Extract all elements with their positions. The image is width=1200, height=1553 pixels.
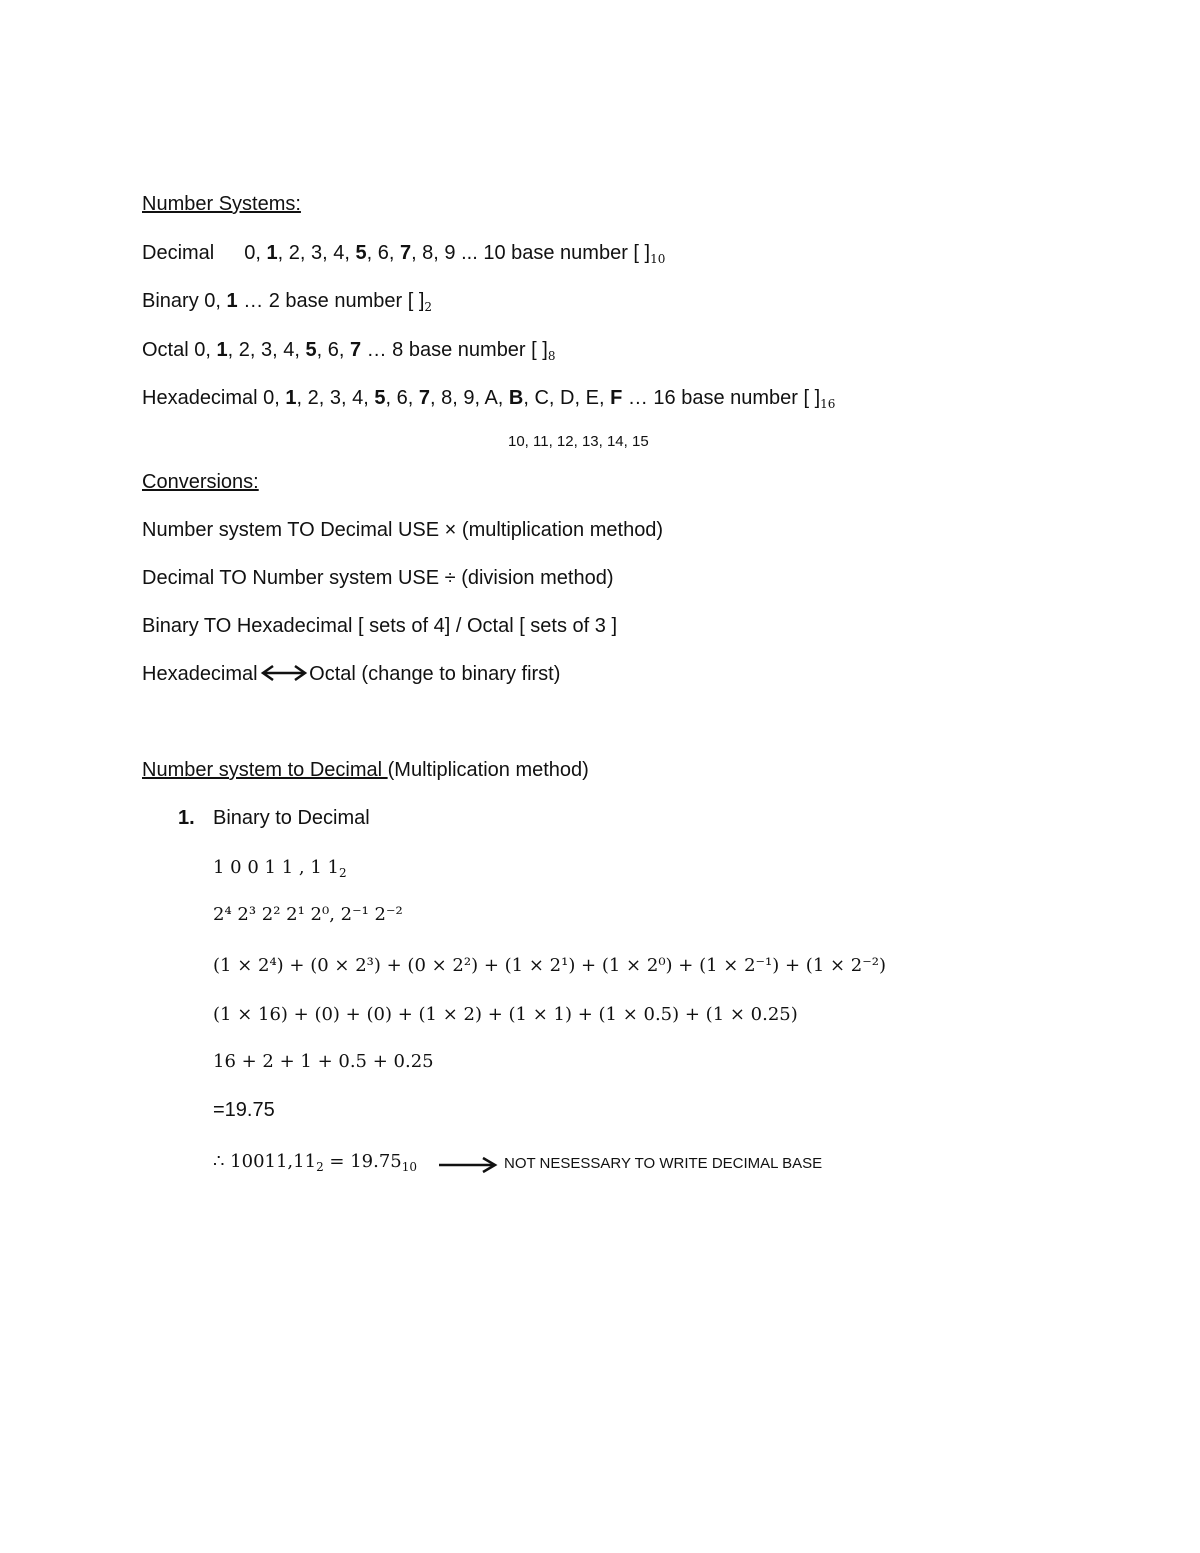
therefore-value: ∴ 10011,11	[213, 1151, 317, 1172]
heading-number-to-decimal	[142, 758, 589, 782]
not-necessary-note: NOT NESESSARY TO WRITE DECIMAL BASE	[504, 1155, 823, 1172]
hex-digit-5: 5	[374, 387, 386, 409]
equals-base: 10	[401, 1160, 418, 1174]
hex-digits-mid1: , 2, 3, 4,	[296, 387, 375, 409]
octal-digit-7: 7	[349, 339, 362, 361]
equals-value: = 19.75	[323, 1151, 402, 1172]
binary-label: Binary	[142, 290, 199, 312]
hex-base-text: … 16 base number [ ]	[622, 387, 821, 409]
hex-base-subscript: 16	[820, 397, 836, 411]
conversion-rule-4	[142, 662, 560, 686]
heading-number-to-decimal-underlined: Number system to Decimal	[142, 759, 388, 781]
hex-digits-mid2: , 6,	[385, 387, 419, 409]
heading-number-to-decimal-suffix: (Multiplication method)	[387, 759, 589, 781]
conversion-rule-1: Number system TO Decimal USE × (multiplication method)	[142, 519, 664, 541]
decimal-digit-1: 1	[266, 242, 278, 264]
result-line: =19.75	[213, 1099, 275, 1121]
binary-digits-line	[213, 856, 347, 880]
double-arrow-icon	[259, 664, 309, 682]
powers-line: 2⁴ 2³ 2² 2¹ 2⁰, 2⁻¹ 2⁻²	[213, 904, 403, 925]
item-title: Binary to Decimal	[213, 807, 370, 829]
expansion-line: (1 × 2⁴) + (0 × 2³) + (0 × 2²) + (1 × 2¹) + (1 × 2⁰) + (1 × 2⁻¹) + (1 × 2⁻²)	[213, 955, 886, 976]
octal-digit-1: 1	[216, 339, 228, 361]
decimal-digit-7: 7	[399, 242, 412, 264]
decimal-digit-5: 5	[355, 242, 367, 264]
hex-digit-b: B	[508, 387, 524, 409]
hex-digits: 0,	[263, 387, 286, 409]
rule4-octal-label: Octal (change to binary first)	[309, 663, 561, 685]
octal-label: Octal	[142, 339, 189, 361]
binary-digits: 0,	[204, 290, 227, 312]
hex-digit-f: F	[610, 387, 623, 409]
binary-line	[142, 289, 432, 313]
rule4-hex-label: Hexadecimal	[142, 663, 264, 685]
item-number: 1.	[178, 807, 195, 829]
right-arrow-icon	[437, 1156, 499, 1174]
heading-conversions: Conversions:	[142, 471, 259, 493]
decimal-digits: 0,	[244, 242, 267, 264]
octal-base-subscript: 8	[547, 349, 556, 363]
hex-digits-mid4: , C, D, E,	[523, 387, 611, 409]
binary-base-text: … 2 base number [ ]	[237, 290, 425, 312]
octal-digits-mid2: , 6,	[316, 339, 350, 361]
hex-digits-mid3: , 8, 9, A,	[429, 387, 509, 409]
hexadecimal-label: Hexadecimal	[142, 387, 258, 409]
therefore-base: 2	[316, 1160, 324, 1174]
octal-base-text: … 8 base number [ ]	[361, 339, 548, 361]
binary-digit-1: 1	[226, 290, 238, 312]
conversion-rule-3: Binary TO Hexadecimal [ sets of 4] / Octal [ sets of 3 ]	[142, 615, 618, 637]
octal-digit-5: 5	[305, 339, 317, 361]
binary-digits-value: 1 0 0 1 1 , 1 1	[213, 857, 339, 878]
conversion-rule-2: Decimal TO Number system USE ÷ (division method)	[142, 567, 614, 589]
octal-digits-mid1: , 2, 3, 4,	[227, 339, 306, 361]
decimal-line	[142, 241, 665, 265]
octal-digits: 0,	[194, 339, 217, 361]
decimal-label: Decimal	[142, 242, 215, 264]
evaluated-line: (1 × 16) + (0) + (0) + (1 × 2) + (1 × 1) + (1 × 0.5) + (1 × 0.25)	[213, 1004, 798, 1025]
hex-digit-1: 1	[285, 387, 297, 409]
octal-line	[142, 338, 555, 362]
hex-digit-7: 7	[418, 387, 430, 409]
hexadecimal-line	[142, 386, 835, 410]
hex-values-note: 10, 11, 12, 13, 14, 15	[508, 433, 649, 450]
heading-number-systems: Number Systems:	[142, 193, 301, 215]
sum-line: 16 + 2 + 1 + 0.5 + 0.25	[213, 1051, 434, 1072]
binary-base-subscript: 2	[424, 300, 433, 314]
decimal-digits-mid1: , 2, 3, 4,	[277, 242, 356, 264]
binary-digits-base: 2	[338, 866, 347, 880]
decimal-base-text: , 8, 9 ... 10 base number [ ]	[411, 242, 651, 264]
therefore-line	[213, 1150, 417, 1174]
decimal-base-subscript: 10	[650, 252, 666, 266]
decimal-digits-mid2: , 6,	[366, 242, 400, 264]
